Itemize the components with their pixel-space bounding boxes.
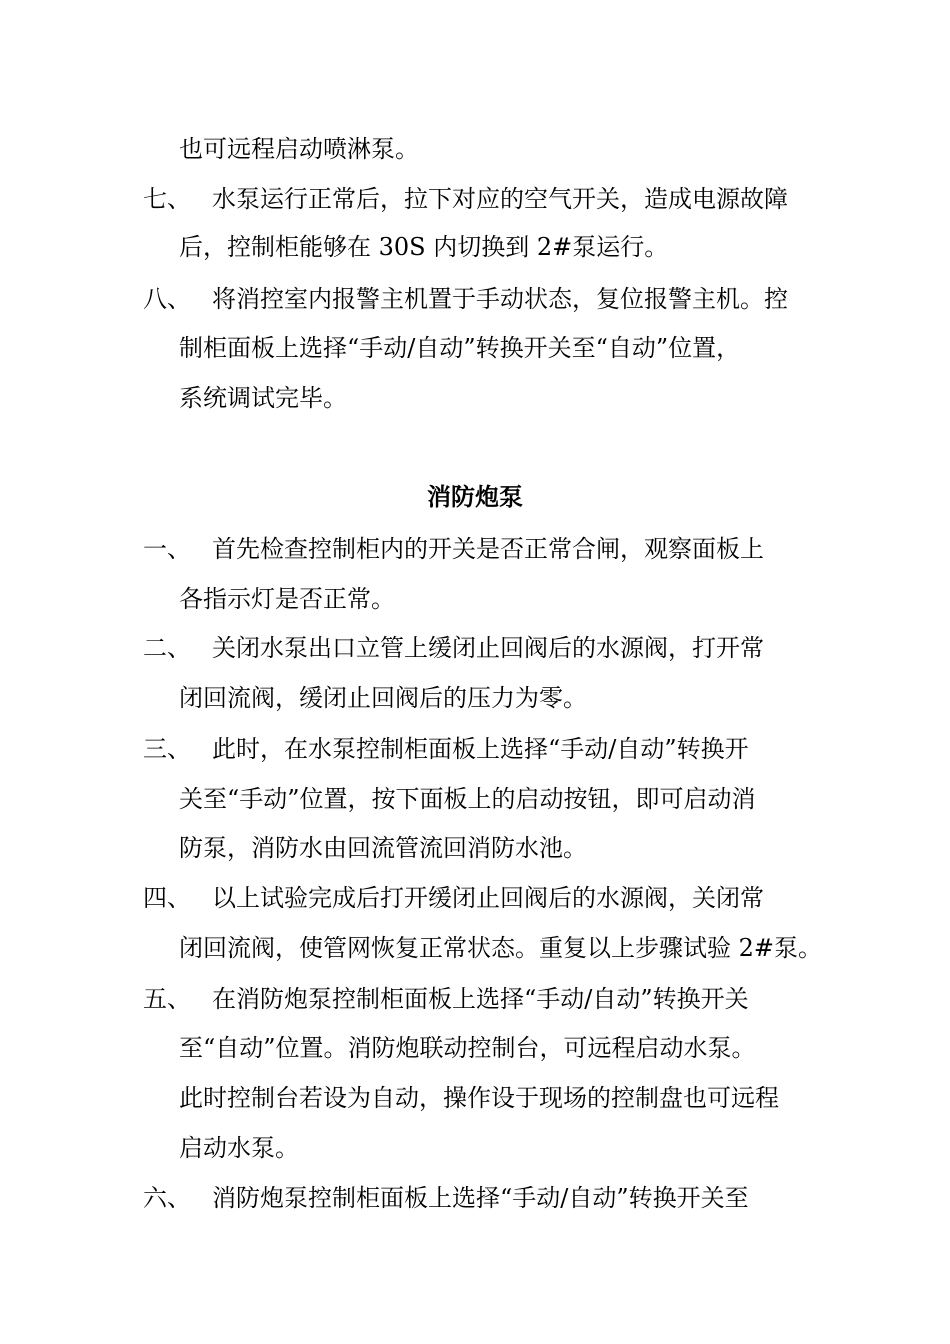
item-number: 三、 (143, 735, 191, 763)
item-text-line: 启动水泵。 (179, 1134, 299, 1162)
item-text-line: 闭回流阀，缓闭止回阀后的压力为零。 (179, 684, 587, 712)
item-text-line: 至“自动”位置。消防炮联动控制台，可远程启动水泵。 (179, 1034, 756, 1062)
section-heading: 消防炮泵 (427, 482, 523, 511)
item-text-line: 在消防炮泵控制柜面板上选择“手动/自动”转换开关 (212, 985, 749, 1013)
item-number: 四、 (143, 884, 191, 912)
item-number: 七、 (143, 185, 191, 213)
item-text-line: 制柜面板上选择“手动/自动”转换开关至“自动”位置， (179, 334, 741, 362)
continuation-line: 也可远程启动喷淋泵。 (179, 135, 419, 163)
item-number: 二、 (143, 634, 191, 662)
item-text-line: 消防炮泵控制柜面板上选择“手动/自动”转换开关至 (212, 1184, 749, 1212)
item-text-line: 防泵，消防水由回流管流回消防水池。 (179, 834, 587, 862)
item-text-line: 首先检查控制柜内的开关是否正常合闸，观察面板上 (212, 535, 764, 563)
item-number: 六、 (143, 1184, 191, 1212)
item-text-line: 各指示灯是否正常。 (179, 585, 395, 613)
item-number: 五、 (143, 985, 191, 1013)
item-text-line: 此时控制台若设为自动，操作设于现场的控制盘也可远程 (179, 1084, 779, 1112)
item-number: 一、 (143, 535, 191, 563)
item-text-line: 后，控制柜能够在 30S 内切换到 2#泵运行。 (179, 233, 669, 261)
item-text-line: 以上试验完成后打开缓闭止回阀后的水源阀，关闭常 (212, 884, 764, 912)
item-text-line: 关闭水泵出口立管上缓闭止回阀后的水源阀，打开常 (212, 634, 764, 662)
item-text-line: 关至“手动”位置，按下面板上的启动按钮，即可启动消 (179, 785, 756, 813)
item-number: 八、 (143, 285, 191, 313)
item-text-line: 将消控室内报警主机置于手动状态，复位报警主机。控 (212, 285, 788, 313)
item-text-line: 闭回流阀，使管网恢复正常状态。重复以上步骤试验 2#泵。 (179, 934, 823, 962)
item-text-line: 水泵运行正常后，拉下对应的空气开关，造成电源故障 (212, 185, 788, 213)
item-text-line: 系统调试完毕。 (179, 384, 347, 412)
item-text-line: 此时，在水泵控制柜面板上选择“手动/自动”转换开 (212, 735, 749, 763)
